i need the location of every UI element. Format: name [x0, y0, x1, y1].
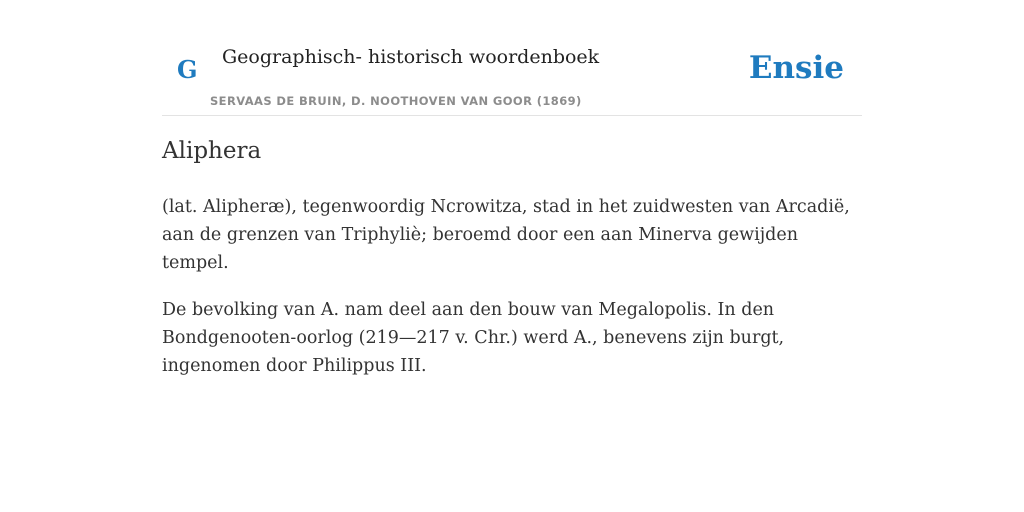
entry-body: [162, 193, 862, 399]
entry-paragraph: (lat. Alipheræ), tegenwoordig Ncrowitza, stad in het zuidwesten van Arcadië, aan de grenzen van Triphyliè; beroemd door een aan Minerva gewijden tempel.: [162, 197, 850, 273]
entry-paragraph: De bevolking van A. nam deel aan den bouw van Megalopolis. In den Bondgenooten-oorlog (219—217 v. Chr.) werd A., benevens zijn burgt, ingenomen door Philippus III.: [162, 300, 785, 376]
dictionary-letter-logo[interactable]: G: [177, 55, 198, 84]
dictionary-author: SERVAAS DE BRUIN, D. NOOTHOVEN VAN GOOR (1869): [210, 94, 582, 108]
dictionary-title[interactable]: Geographisch- historisch woordenboek: [222, 46, 600, 68]
dictionary-header: [162, 40, 862, 116]
ensie-logo-link[interactable]: Ensie: [748, 50, 844, 86]
entry-title: Aliphera: [162, 138, 262, 164]
